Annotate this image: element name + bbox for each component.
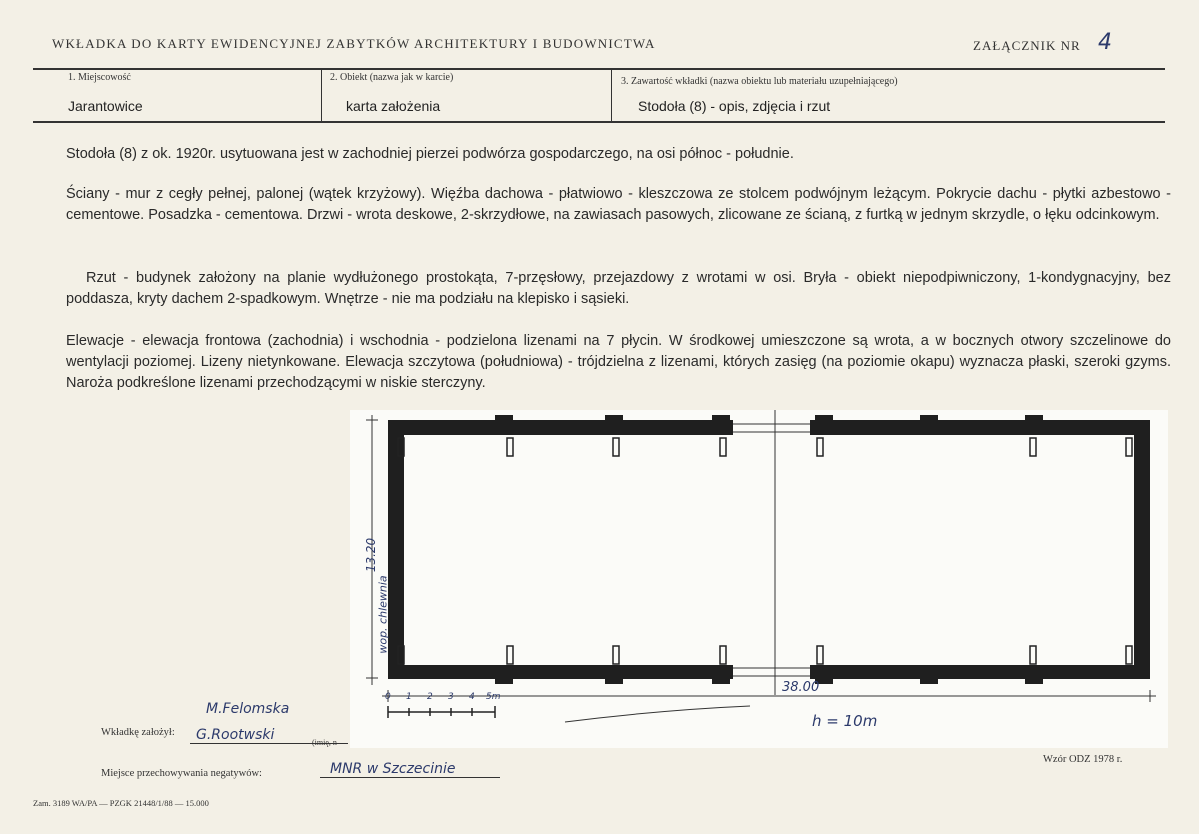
wall-bottom-right [810,665,1150,679]
negatives-label: Miejsce przechowywania negatywów: [101,768,262,779]
floor-plan-drawing [350,410,1168,748]
height-note-stroke [565,706,750,722]
attachment-label: ZAŁĄCZNIK NR [973,38,1081,53]
wall-top-right [810,420,1150,435]
field-divider-2 [611,70,612,122]
negatives-value: MNR w Szczecinie [330,761,456,777]
gate-top [733,424,810,432]
scale-label-2: 2 [427,692,433,702]
field-1-label: 1. Miejscowość [68,72,131,83]
field-divider-1 [321,70,322,122]
ventilation-slits [398,438,1132,664]
field-2-value: karta założenia [346,98,441,114]
wall-right [1134,420,1150,679]
gate-bottom [733,668,810,676]
bottom-rule [33,121,1165,123]
top-rule [33,68,1165,70]
height-note-text: h = 10m [812,712,878,730]
dim-length-text: 38.00 [782,680,820,695]
author-signature-2: G.Rootwski [196,727,275,743]
scale-label-5: 5m [486,692,501,702]
wall-bottom-left [388,665,733,679]
wall-left [388,420,404,679]
scale-bar [388,706,495,718]
attachment-number: 4 [1098,30,1112,55]
author-signature-1: M.Felomska [206,701,290,717]
scale-label-4: 4 [469,692,475,702]
dim-width-text: 13.20 [364,537,379,573]
side-note-text: wop. chlewnia [376,575,390,654]
negatives-underline [320,777,500,778]
author-label: Wkładkę założył: [101,727,175,738]
scale-label-3: 3 [448,692,454,702]
scale-label-1: 1 [406,692,412,702]
field-1-value: Jarantowice [68,98,143,114]
model-label: Wzór ODZ 1978 r. [1043,754,1123,765]
wall-top-left [388,420,733,435]
paragraph-elevations: Elewacje - elewacja frontowa (zachodnia) i wschodnia - podzielona lizenami na 7 płycin. W środkowej umieszczone są wrota, a w bocznych otwory szczelinowe do wentylacji poziomej. Lizeny nietynkowane. Elewacja szczytowa (południowa) - trójdzielna z lizenami, których zasięg (na poziomie okapu) wyznacza płaski, szeroki gzyms. Naroża podkreślone lizenami przechodzącymi w niskie sterczyny. [66,333,1171,391]
card-title: WKŁADKA DO KARTY EWIDENCYJNEJ ZABYTKÓW ARCHITEKTURY I BUDOWNICTWA [52,36,656,51]
paragraph-walls: Ściany - mur z cegły pełnej, palonej (wątek krzyżowy). Więźba dachowa - płatwiowo - kleszczowa ze stolcem podwójnym leżącym. Pokrycie dachu - płytki azbestowo - cementowe. Posadzka - cementowa. Drzwi - wrota deskowe, 2-skrzydłowe, na zawiasach pasowych, zlicowane ze ścianą, z furtką w jednym skrzydle, o łęku odcinkowym. [66,186,1171,223]
scale-label-0: 0 [385,692,391,702]
name-hint: (imię, n [312,738,337,747]
print-note: Zam. 3189 WA/PA — PZGK 21448/1/88 — 15.000 [33,798,209,808]
field-3-value: Stodoła (8) - opis, zdjęcia i rzut [638,98,831,114]
field-2-label: 2. Obiekt (nazwa jak w karcie) [330,72,454,83]
paragraph-plan: Rzut - budynek założony na planie wydłużonego prostokąta, 7-przęsłowy, przejazdowy z wrotami w osi. Bryła - obiekt niepodpiwniczony, 1-kondygnacyjny, bez poddasza, kryty dachem 2-spadkowym. Wnętrze - nie ma podziału na klepisko i sąsieki. [66,270,1171,307]
field-3-label: 3. Zawartość wkładki (nazwa obiektu lub materiału uzupełniającego) [621,76,898,87]
paragraph-location: Stodoła (8) z ok. 1920r. usytuowana jest w zachodniej pierzei podwórza gospodarczego, na osi północ - południe. [66,146,794,162]
scale-labels [382,692,512,706]
